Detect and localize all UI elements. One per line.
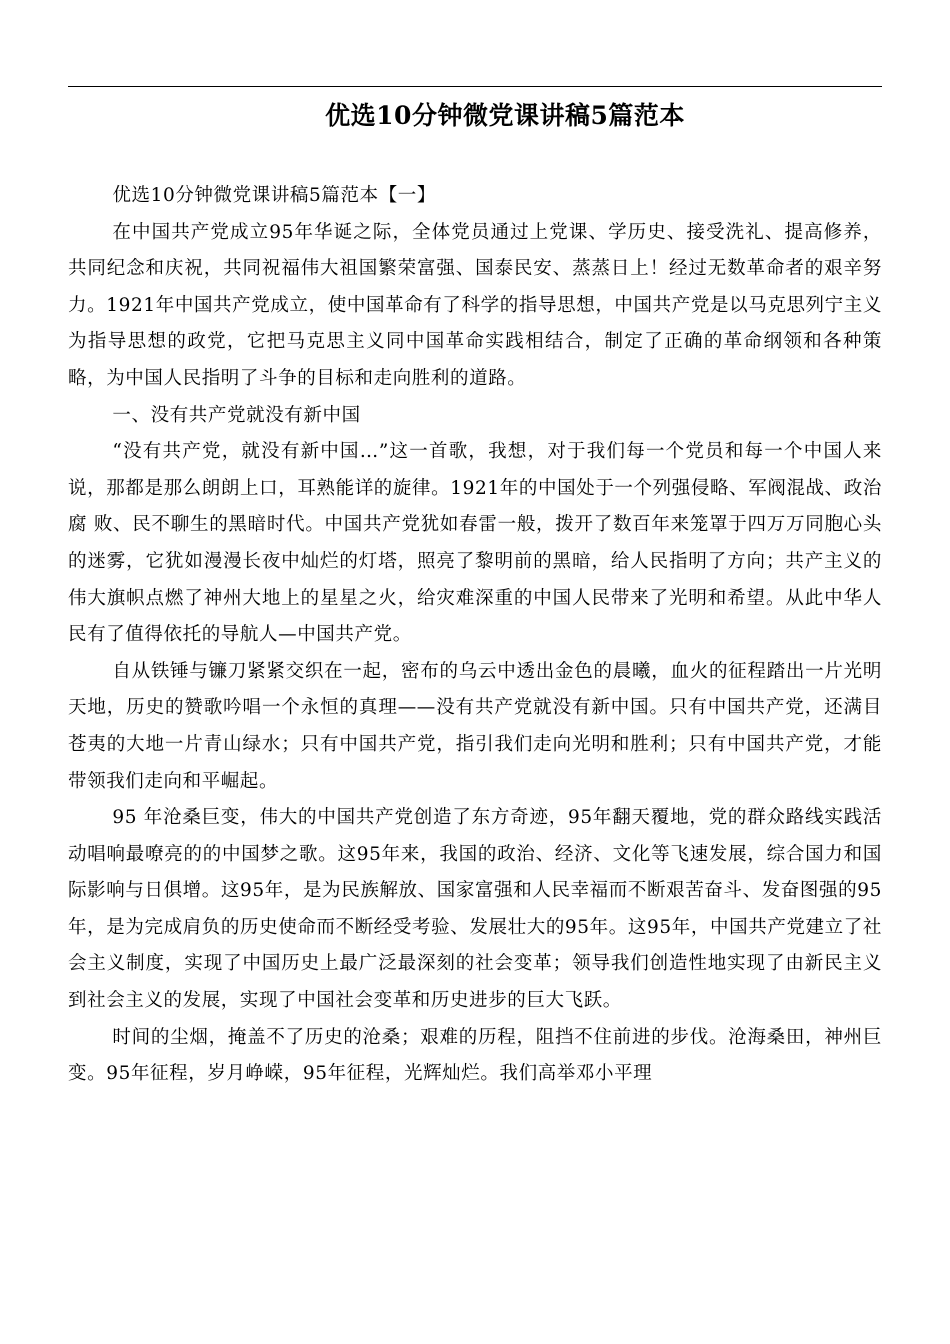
document-body <box>68 178 882 1093</box>
section-heading: 优选10分钟微党课讲稿5篇范本【一】 <box>112 185 437 206</box>
subsection-heading: 一、没有共产党就没有新中国 <box>112 404 361 426</box>
paragraph: “没有共产党，就没有新中国…”这一首歌，我想，对于我们每一个党员和每一个中国人来说，那都是那么朗朗上口，耳熟能详的旋律。1921年的中国处于一个列强侵略、军阀混战、政治腐 败、民不聊生的黑暗时代。中国共产党犹如春雷一般，拨开了数百年来笼罩于四万万同胞心头的迷雾，它犹如漫漫长夜中灿烂的灯塔，照亮了黎明前的黑暗，给人民指明了方向；共产主义的伟大旗帜点燃了神州大地上的星星之火，给灾难深重的中国人民带来了光明和希望。从此中华人民有了值得依托的导航人—中国共产党。 <box>68 441 882 646</box>
header-rule <box>68 86 882 87</box>
paragraph: 95 年沧桑巨变，伟大的中国共产党创造了东方奇迹，95年翻天覆地，党的群众路线实践活动唱响最嘹亮的的中国梦之歌。这95年来，我国的政治、经济、文化等飞速发展，综合国力和国际影响与日俱增。这95年，是为民族解放、国家富强和人民幸福而不断艰苦奋斗、发奋图强的95年，是为完成肩负的历史使命而不断经受考验、发展壮大的95年。这95年，中国共产党建立了社会主义制度，实现了中国历史上最广泛最深刻的社会变革；领导我们创造性地实现了由新民主义到社会主义的发展，实现了中国社会变革和历史进步的巨大飞跃。 <box>68 807 882 1012</box>
paragraph: 自从铁锤与镰刀紧紧交织在一起，密布的乌云中透出金色的晨曦，血火的征程踏出一片光明天地，历史的赞歌吟唱一个永恒的真理——没有共产党就没有新中国。只有中国共产党，还满目苍夷的大地一片青山绿水；只有中国共产党，指引我们走向光明和胜利；只有中国共产党，才能带领我们走向和平崛起。 <box>68 660 882 792</box>
document-title: 优选10分钟微党课讲稿5篇范本 <box>325 101 685 130</box>
document-page <box>68 0 882 1344</box>
paragraph: 时间的尘烟，掩盖不了历史的沧桑；艰难的历程，阻挡不住前进的步伐。沧海桑田，神州巨变。95年征程，岁月峥嵘，95年征程，光辉灿烂。我们高举邓小平理 <box>68 1026 882 1085</box>
paragraph: 在中国共产党成立95年华诞之际，全体党员通过上党课、学历史、接受洗礼、提高修养，共同纪念和庆祝，共同祝福伟大祖国繁荣富强、国泰民安、蒸蒸日上！经过无数革命者的艰辛努力。1921年中国共产党成立，使中国革命有了科学的指导思想，中国共产党是以马克思列宁主义为指导思想的政党，它把马克思主义同中国革命实践相结合，制定了正确的革命纲领和各种策略，为中国人民指明了斗争的目标和走向胜利的道路。 <box>68 221 882 389</box>
